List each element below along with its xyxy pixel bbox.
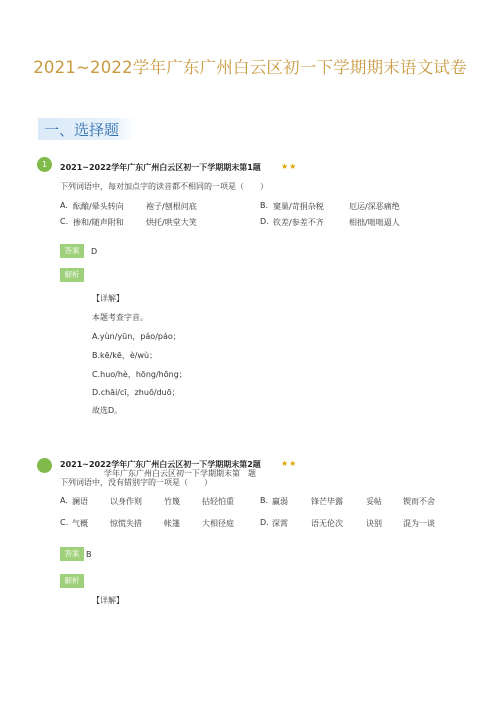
question-source: 2021~2022学年广东广州白云区初一下学期期末第2题 [60,460,261,469]
difficulty-stars: ★★ [281,162,298,171]
section-banner [38,118,134,140]
option-b-letter: B. [260,496,269,505]
option-d-pair-2: 相拙/咄咄逼人 [349,218,400,227]
answer-value: B [86,550,92,559]
option-a-word-1: 澜语 [72,497,88,506]
option-d-word-2: 语无伦次 [311,519,343,528]
explanation-line: 【详解】 [92,596,124,605]
explanation-line: 本题考查字音。 [92,313,148,322]
explanation-line: D.chāi/cī，zhuō/duō； [92,388,180,397]
question-stem: 下列词语中，没有错别字的一项是（ ） [60,478,212,487]
option-c-letter: C. [60,217,69,226]
answer-tag: 答案 [60,547,84,561]
explanation-line: 故选D。 [92,406,123,415]
option-c-pair-1: 掺和/随声附和 [73,218,124,227]
option-c-letter: C. [60,518,69,527]
option-a-word-4: 拈轻怕重 [202,497,234,506]
question-source: 2021~2022学年广东广州白云区初一下学期期末第1题 [60,163,261,172]
option-d-word-4: 混为一谈 [403,519,435,528]
option-b-pair-2: 厄运/深恶痛绝 [349,202,400,211]
option-c-word-2: 惊慌失措 [110,519,142,528]
option-c-pair-2: 烘托/哄堂大笑 [146,218,197,227]
option-a-word-3: 竹篾 [164,497,180,506]
option-a-letter: A. [60,201,68,210]
document-title: 2021~2022学年广东广州白云区初一下学期期末语文试卷 [33,58,467,77]
answer-tag: 答案 [60,244,84,258]
explanation-line: C.huo/hè，hōng/hōng； [92,370,187,379]
option-a-pair-1: 酝酿/晕头转向 [73,202,124,211]
question-number-badge [37,458,52,473]
option-a-word-2: 以身作则 [110,497,142,506]
explanation-line: B.kē/kē，è/wù； [92,351,158,360]
option-c-word-1: 气概 [72,519,88,528]
option-c-word-4: 大相径庭 [202,519,234,528]
option-b-pair-1: 窠巢/苛捐杂税 [273,202,324,211]
option-b-word-4: 锲而不舍 [403,497,435,506]
option-d-letter: D. [260,518,269,527]
analysis-tag: 解析 [60,268,84,282]
option-d-word-3: 诀别 [366,519,382,528]
question-number-badge: 1 [37,157,52,172]
option-d-letter: D. [260,217,269,226]
option-d-word-1: 深霄 [272,519,288,528]
explanation-line: 【详解】 [92,294,124,303]
answer-value: D [91,247,98,256]
question-stem: 下列词语中，每对加点字的读音都不相同的一项是（ ） [60,182,268,191]
section-title: 一、选择题 [44,121,120,139]
analysis-tag: 解析 [60,574,84,588]
option-d-pair-1: 钦差/参差不齐 [273,218,324,227]
overlapping-source-text: 学年广东广州白云区初一下学期期末第 题 [104,469,256,478]
option-b-letter: B. [260,201,269,210]
option-b-word-1: 赢弱 [272,497,288,506]
option-a-letter: A. [60,496,68,505]
option-a-pair-2: 袍子/刨根问底 [146,202,197,211]
difficulty-stars: ★★ [281,459,298,468]
option-b-word-3: 妥帖 [366,497,382,506]
option-b-word-2: 锋芒毕露 [311,497,343,506]
explanation-line: A.yùn/yūn，páo/páo； [92,332,181,341]
option-c-word-3: 帐篷 [164,519,180,528]
